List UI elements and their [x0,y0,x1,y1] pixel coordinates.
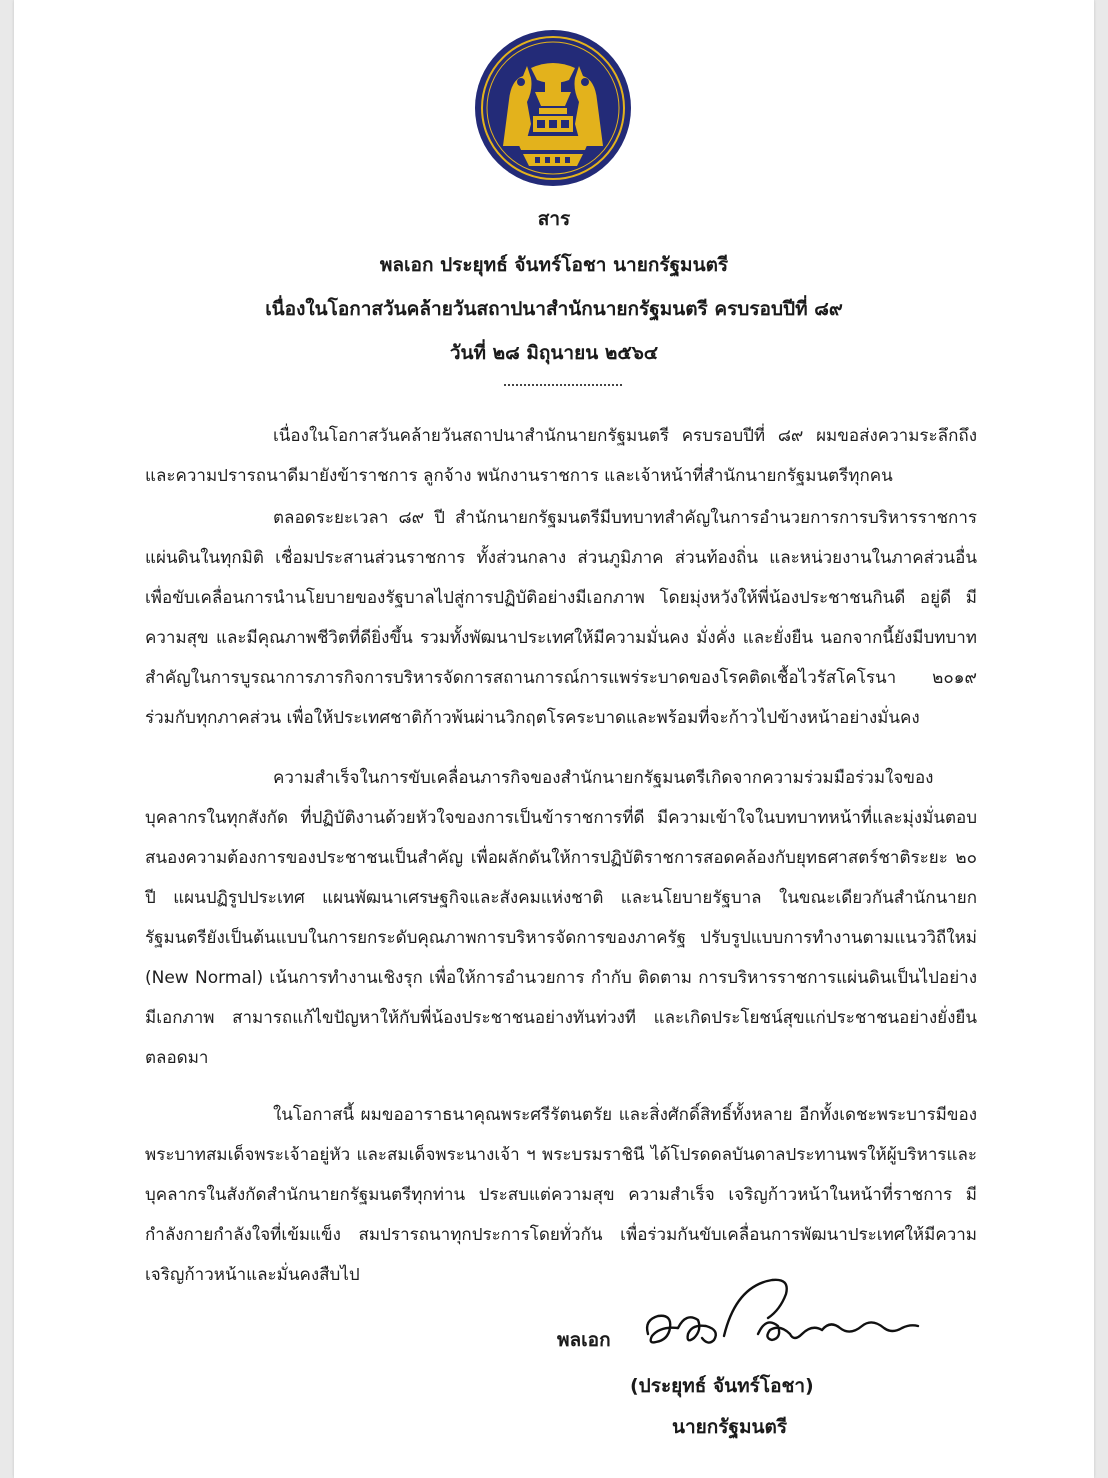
body-paragraph-4: ในโอกาสนี้ ผมขออาราธนาคุณพระศรีรัตนตรัย และสิ่งศักดิ์สิทธิ์ทั้งหลาย อีกทั้งเดชะพระบารมีของพระบาทสมเด็จพระเจ้าอยู่หัว และสมเด็จพระนางเจ้า ฯ พระบรมราชินี ได้โปรดดลบันดาลประทานพรให้ผู้บริหารและบุคลากรในสังกัดสำนักนายกรัฐมนตรีทุกท่าน ประสบแต่ความสุข ความสำเร็จ เจริญก้าวหน้าในหน้าที่ราชการ มีกำลังกายกำลังใจที่เข้มแข็ง สมปรารถนาทุกประการโดยทั่วกัน เพื่อร่วมกันขับเคลื่อนการพัฒนาประเทศให้มีความเจริญก้าวหน้าและมั่นคงสืบไป [145,1105,977,1285]
signatory-position: นายกรัฐมนตรี [672,1416,788,1438]
handwritten-signature [640,1268,925,1363]
signatory-name: (ประยุทธ์ จันทร์โอชา) [630,1375,814,1397]
divider-dots [504,384,622,386]
body-paragraph-1: เนื่องในโอกาสวันคล้ายวันสถาปนาสำนักนายกรัฐมนตรี ครบรอบปีที่ ๘๙ ผมขอส่งความระลึกถึงและความปรารถนาดีมายังข้าราชการ ลูกจ้าง พนักงานราชการ และเจ้าหน้าที่สำนักนายกรัฐมนตรีทุกคน [145,426,977,486]
occasion-line: เนื่องในโอกาสวันคล้ายวันสถาปนาสำนักนายกรัฐมนตรี ครบรอบปีที่ ๘๙ [265,298,843,320]
date-line: วันที่ ๒๘ มิถุนายน ๒๕๖๔ [449,342,659,364]
office-of-prime-minister-seal-icon [473,28,633,188]
body-paragraph-3: ความสำเร็จในการขับเคลื่อนภารกิจของสำนักนายกรัฐมนตรีเกิดจากความร่วมมือร่วมใจของบุคลากรในทุกสังกัด ที่ปฏิบัติงานด้วยหัวใจของการเป็นข้าราชการที่ดี มีความเข้าใจในบทบาทหน้าที่และมุ่งมั่นตอบสนองความต้องการของประชาชนเป็นสำคัญ เพื่อผลักดันให้การปฏิบัติราชการสอดคล้องกับยุทธศาสตร์ชาติระยะ ๒๐ ปี แผนปฏิรูปประเทศ แผนพัฒนาเศรษฐกิจและสังคมแห่งชาติ และนโยบายรัฐบาล ในขณะเดียวกันสำนักนายกรัฐมนตรียังเป็นต้นแบบในการยกระดับคุณภาพการบริหารจัดการของภาครัฐ ปรับรูปแบบการทำงานตามแนววิถีใหม่ (New Normal) เน้นการทำงานเชิงรุก เพื่อให้การอำนวยการ กำกับ ติดตาม การบริหารราชการแผ่นดินเป็นไปอย่างมีเอกภาพ สามารถแก้ไขปัญหาให้กับพี่น้องประชาชนอย่างทันท่วงที และเกิดประโยชน์สุขแก่ประชาชนอย่างยั่งยืนตลอดมา [145,768,977,1068]
author-line: พลเอก ประยุทธ์ จันทร์โอชา นายกรัฐมนตรี [379,254,729,276]
document-type: สาร [537,208,571,230]
body-paragraph-2: ตลอดระยะเวลา ๘๙ ปี สำนักนายกรัฐมนตรีมีบทบาทสำคัญในการอำนวยการการบริหารราชการแผ่นดินในทุกมิติ เชื่อมประสานส่วนราชการ ทั้งส่วนกลาง ส่วนภูมิภาค ส่วนท้องถิ่น และหน่วยงานในภาคส่วนอื่น เพื่อขับเคลื่อนการนำนโยบายของรัฐบาลไปสู่การปฏิบัติอย่างมีเอกภาพ โดยมุ่งหวังให้พี่น้องประชาชนกินดี อยู่ดี มีความสุข และมีคุณภาพชีวิตที่ดียิ่งขึ้น รวมทั้งพัฒนาประเทศให้มีความมั่นคง มั่งคั่ง และยั่งยืน นอกจากนี้ยังมีบทบาทสำคัญในการบูรณาการภารกิจการบริหารจัดการสถานการณ์การแพร่ระบาดของโรคติดเชื้อไวรัสโคโรนา ๒๐๑๙ ร่วมกับทุกภาคส่วน เพื่อให้ประเทศชาติก้าวพ้นผ่านวิกฤตโรคระบาดและพร้อมที่จะก้าวไปข้างหน้าอย่างมั่นคง [145,508,977,728]
signature-rank: พลเอก [557,1329,611,1351]
